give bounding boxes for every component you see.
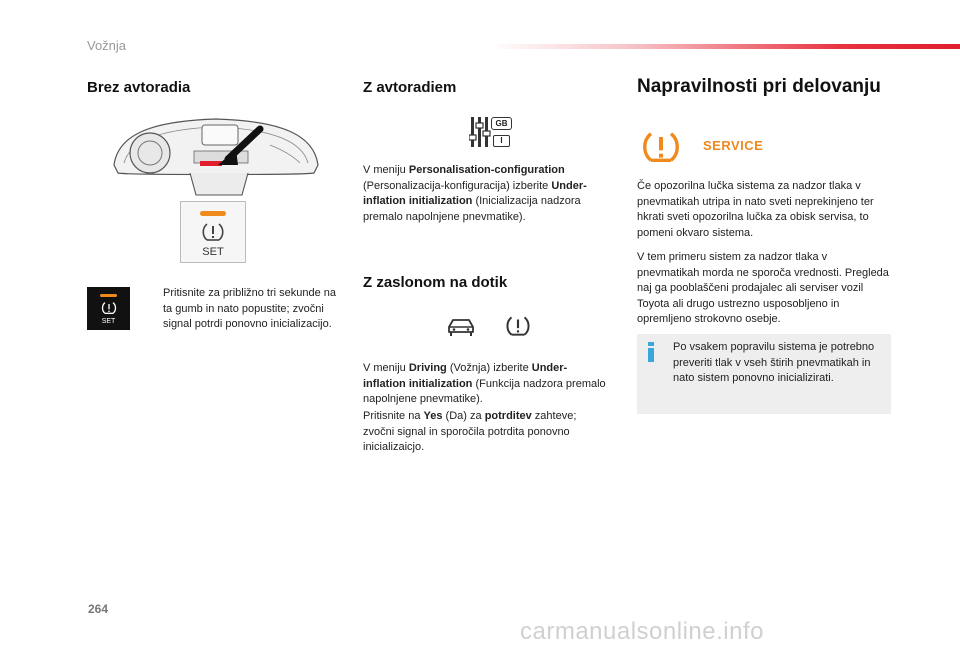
heading-malfunctions: Napravilnosti pri delovanju (637, 76, 881, 97)
page-number: 264 (88, 602, 109, 616)
header-accent-bar (490, 44, 960, 49)
car-icon (446, 316, 476, 340)
tire-pressure-warning-icon (641, 130, 681, 164)
set-label: SET (202, 246, 224, 258)
tire-pressure-warning-icon (201, 222, 225, 242)
info-icon (646, 342, 656, 362)
tire-pressure-warning-icon (101, 301, 117, 315)
info-i-badge: I (493, 135, 510, 147)
touchscreen-instructions: V meniju Driving (Vožnja) izberite Under-inflation initialization (Funkcija nadzora premalo napolnjene pnevmatike). (363, 362, 606, 405)
heading-without-radio: Brez avtoradia (87, 79, 191, 96)
settings-sliders-icon (469, 115, 513, 149)
instruction-text: Pritisnite za približno tri sekunde na ta gumb in nato popustite; zvočni signal potrdi ponovno inicializacijo. (163, 287, 337, 330)
set-label-small: SET (101, 318, 116, 325)
info-box (637, 334, 891, 414)
radio-instructions: V meniju Personalisation-configuration (Personalizacija-konfiguracija) izberite Under-inflation initialization (Inicializacija nadzora premalo napolnjene pnevmatike). (363, 164, 587, 223)
dashboard-illustration (110, 115, 322, 201)
malfunction-text-2: V tem primeru sistem za nadzor tlaka v pnevmatikah morda ne sporoča vrednosti. Pregleda naj ga pooblaščeni prodajalec ali serviser vozil Toyota ali drugo ustrezno usposobljeno in opremljeno strokovno osebje. (637, 251, 889, 325)
tire-pressure-warning-icon (505, 314, 531, 338)
set-indicator-led (200, 211, 226, 216)
confirm-instructions: Pritisnite na Yes (Da) za potrditev zahteve; zvočni signal in sporočila potrdita ponovno inicializaicjo. (363, 410, 577, 453)
heading-touchscreen: Z zaslonom na dotik (363, 274, 508, 291)
heading-with-radio: Z avtoradiem (363, 79, 457, 96)
service-warning-label: SERVICE (703, 138, 764, 153)
watermark: carmanualsonline.info (520, 618, 764, 645)
set-button-small (87, 287, 130, 330)
set-button-panel (180, 201, 246, 263)
gb-badge: GB (491, 117, 512, 130)
info-text: Po vsakem popravilu sistema je potrebno preveriti tlak v vseh štirih pnevmatikah in nato sistem ponovno inicializirati. (673, 341, 875, 384)
section-title: Vožnja (87, 38, 127, 53)
malfunction-text: Če opozorilna lučka sistema za nadzor tlaka v pnevmatikah utripa in nato sveti neprekinjeno ter hkrati sveti opozorilna lučka za obisk servisa, to pomeni okvaro sistema. (637, 180, 874, 239)
